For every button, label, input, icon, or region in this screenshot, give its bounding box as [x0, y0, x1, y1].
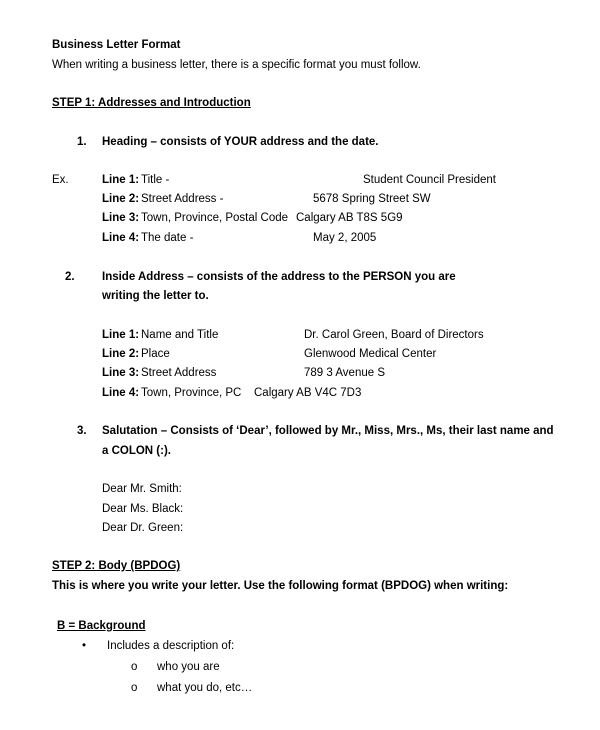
line-value: Dr. Carol Green, Board of Directors — [304, 329, 484, 341]
line-label: Line 1: — [102, 174, 140, 186]
line-field: Town, Province, Postal Code — [141, 212, 289, 224]
item3-text-line1: Salutation – Consists of ‘Dear’, followed by Mr., Miss, Mrs., Ms, their last name and — [102, 425, 554, 437]
document-intro: When writing a business letter, there is a specific format you must follow. — [52, 59, 421, 71]
bullet-icon: • — [82, 640, 87, 652]
line-label: Line 1: — [102, 329, 140, 341]
line-field: Name and Title — [141, 329, 219, 341]
background-subitem: who you are — [157, 661, 220, 673]
example-label: Ex. — [52, 174, 69, 186]
line-value: May 2, 2005 — [313, 232, 377, 244]
item2-text-line2: writing the letter to. — [102, 290, 209, 302]
line-label: Line 2: — [102, 193, 140, 205]
item1-text: Heading – consists of YOUR address and the date. — [102, 136, 379, 148]
background-subitem: what you do, etc… — [157, 682, 253, 694]
line-field: Street Address — [141, 367, 217, 379]
step2-heading: STEP 2: Body (BPDOG) — [52, 560, 181, 572]
line-field: Place — [141, 348, 170, 360]
line-value: 5678 Spring Street SW — [313, 193, 431, 205]
line-value: Glenwood Medical Center — [304, 348, 437, 360]
salutation-example: Dear Dr. Green: — [102, 522, 184, 534]
line-field: The date - — [141, 232, 194, 244]
line-field: Title - — [141, 174, 170, 186]
line-label: Line 4: — [102, 387, 140, 399]
line-label: Line 3: — [102, 212, 140, 224]
salutation-example: Dear Ms. Black: — [102, 503, 184, 515]
line-label: Line 3: — [102, 367, 140, 379]
line-value: 789 3 Avenue S — [304, 367, 385, 379]
item2-number: 2. — [65, 271, 75, 283]
item3-number: 3. — [77, 425, 87, 437]
item1-number: 1. — [77, 136, 87, 148]
document-title: Business Letter Format — [52, 39, 181, 51]
item3-text-line2: a COLON (:). — [102, 445, 171, 457]
line-value: Calgary AB T8S 5G9 — [296, 212, 403, 224]
step2-intro: This is where you write your letter. Use the following format (BPDOG) when writing: — [52, 580, 509, 592]
line-field: Street Address - — [141, 193, 224, 205]
salutation-example: Dear Mr. Smith: — [102, 483, 182, 495]
line-label: Line 4: — [102, 232, 140, 244]
line-label: Line 2: — [102, 348, 140, 360]
line-value: Calgary AB V4C 7D3 — [254, 387, 362, 399]
background-bullet: Includes a description of: — [107, 640, 235, 652]
step1-heading: STEP 1: Addresses and Introduction — [52, 97, 251, 109]
line-field: Town, Province, PC — [141, 387, 242, 399]
sub-bullet-icon: o — [131, 682, 138, 694]
sub-bullet-icon: o — [131, 661, 138, 673]
line-value: Student Council President — [363, 174, 496, 186]
background-heading: B = Background — [57, 620, 146, 632]
item2-text-line1: Inside Address – consists of the address to the PERSON you are — [102, 271, 456, 283]
